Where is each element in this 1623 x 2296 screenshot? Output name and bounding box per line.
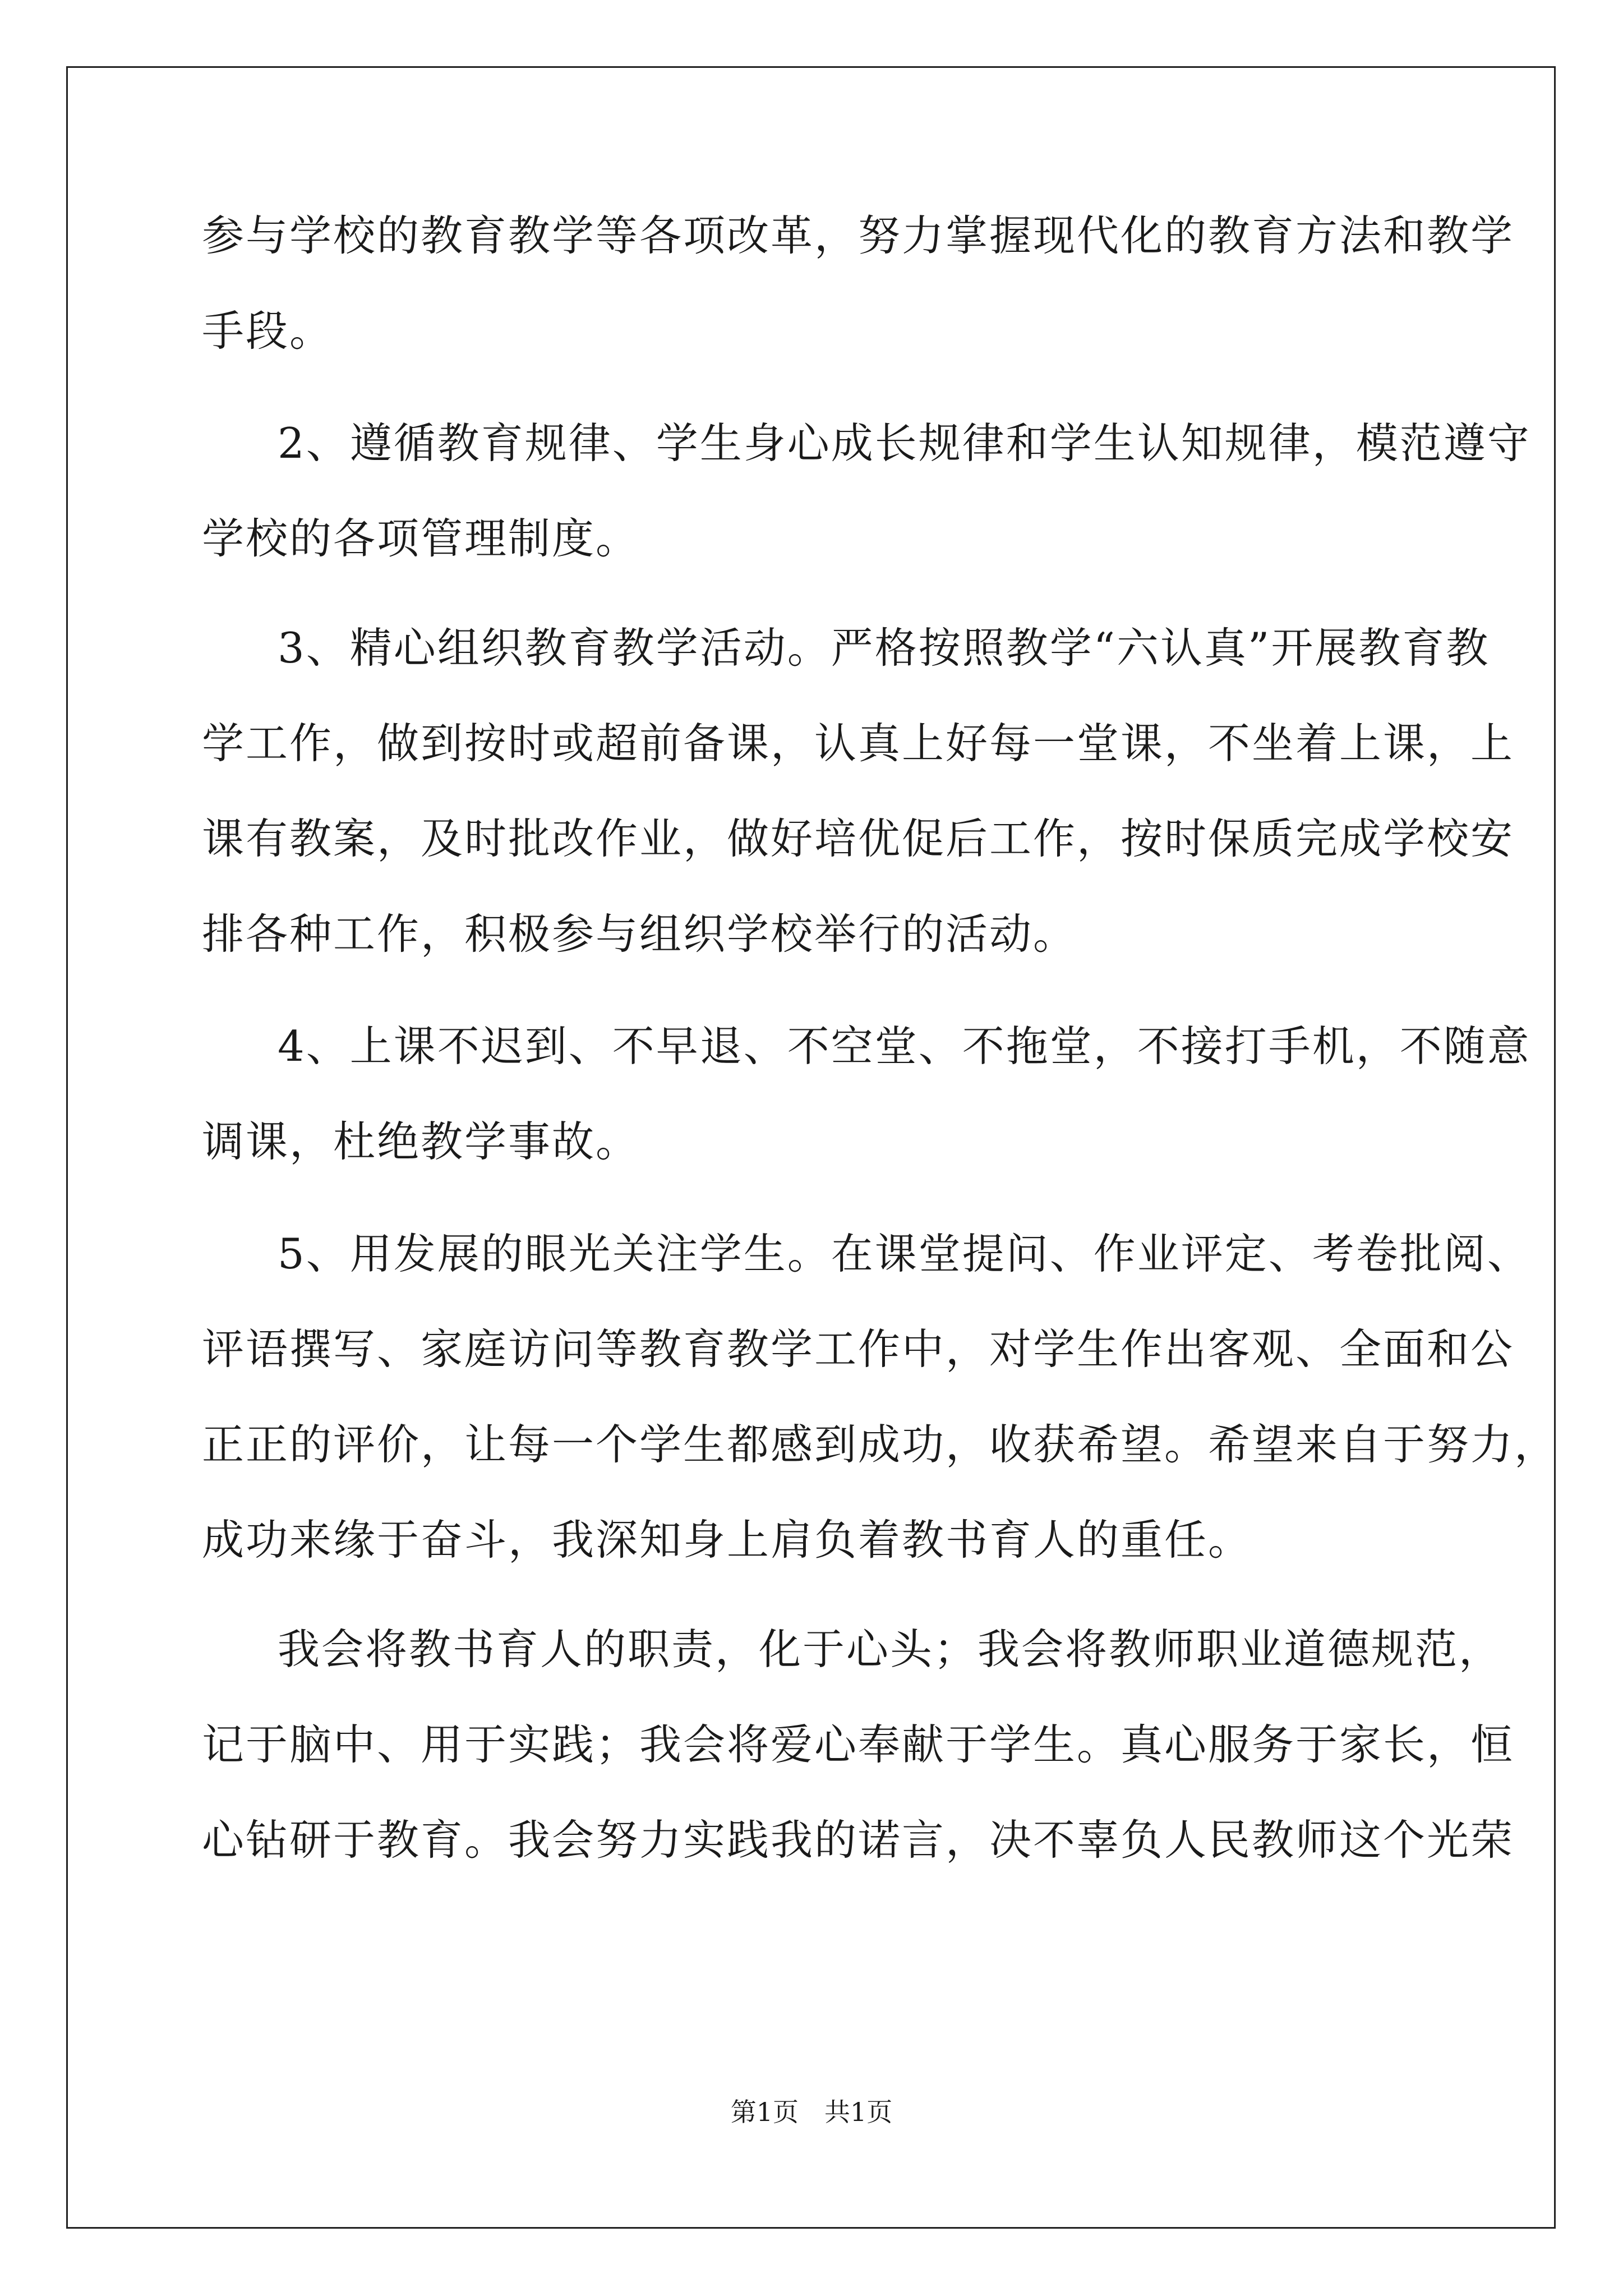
text-line: 调课，杜绝教学事故。 — [202, 1117, 640, 1166]
text-line: 学校的各项管理制度。 — [202, 514, 640, 563]
text-line: 评语撰写、家庭访问等教育教学工作中，对学生作出客观、全面和公 — [202, 1324, 1515, 1374]
page-footer: 第1页 共1页 — [730, 2097, 893, 2127]
text-line: 课有教案，及时批改作业，做好培优促后工作，按时保质完成学校安 — [202, 814, 1515, 863]
text-line: 排各种工作，积极参与组织学校举行的活动。 — [202, 909, 1077, 959]
text-line: 记于脑中、用于实践；我会将爱心奉献于学生。真心服务于家长，恒 — [202, 1720, 1515, 1769]
paragraph-first-line: 4、上课不迟到、不早退、不空堂、不拖堂，不接打手机，不随意 — [278, 1022, 1531, 1071]
text-line: 正正的评价，让每一个学生都感到成功，收获希望。希望来自于努力， — [202, 1420, 1559, 1469]
text-line: 学工作，做到按时或超前备课，认真上好每一堂课，不坐着上课，上 — [202, 719, 1515, 768]
paragraph-first-line: 5、用发展的眼光关注学生。在课堂提问、作业评定、考卷批阅、 — [278, 1229, 1531, 1278]
paragraph-first-line: 2、遵循教育规律、学生身心成长规律和学生认知规律，模范遵守 — [278, 418, 1531, 468]
paragraph-first-line: 我会将教书育人的职责，化于心头；我会将教师职业道德规范， — [278, 1625, 1503, 1674]
text-line: 参与学校的教育教学等各项改革，努力掌握现代化的教育方法和教学 — [202, 211, 1515, 260]
paragraph-first-line: 3、精心组织教育教学活动。严格按照教学“六认真”开展教育教 — [278, 623, 1490, 673]
text-line: 成功来缘于奋斗，我深知身上肩负着教书育人的重任。 — [202, 1515, 1252, 1565]
text-line: 手段。 — [202, 306, 334, 356]
text-line: 心钻研于教育。我会努力实践我的诺言，决不辜负人民教师这个光荣 — [202, 1815, 1515, 1865]
